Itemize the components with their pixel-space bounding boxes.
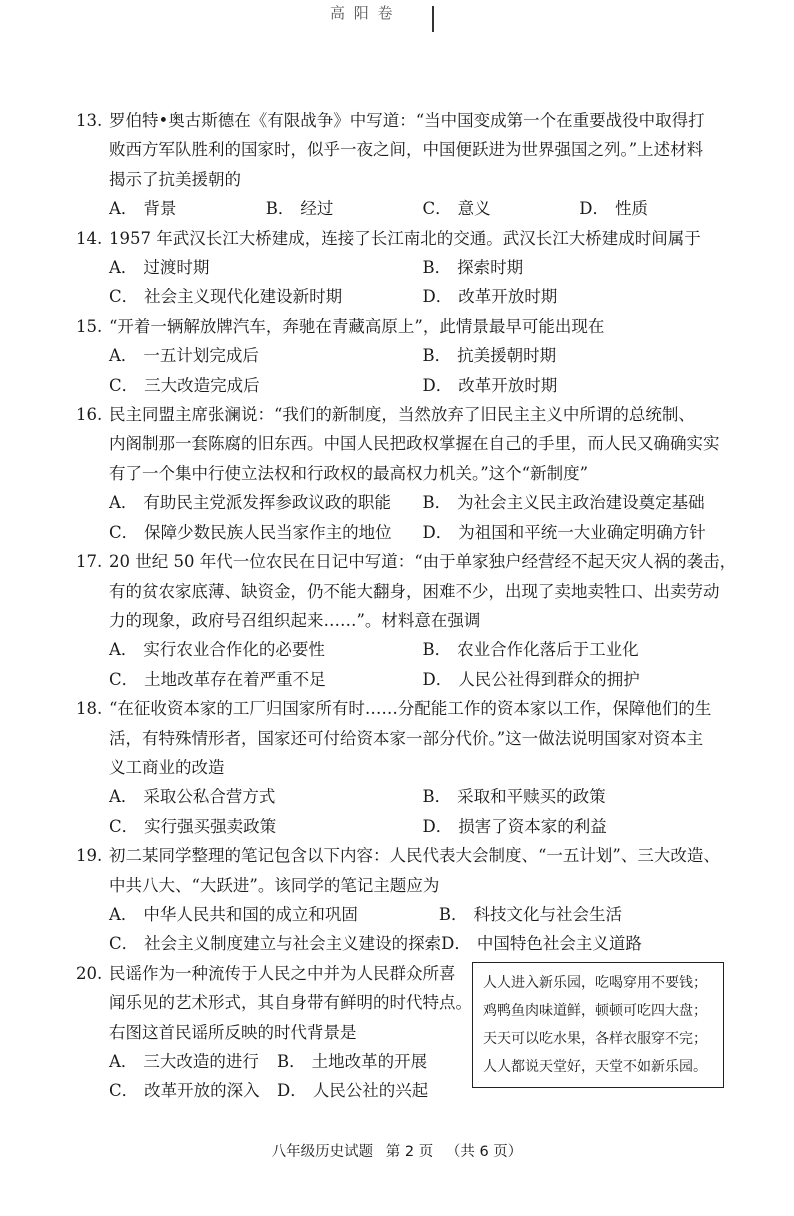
question-stem-line [76, 577, 736, 606]
option-d[interactable] [423, 371, 737, 400]
question-list [76, 106, 736, 1106]
option-label: B． [422, 258, 452, 278]
option-c[interactable] [109, 371, 423, 400]
option-text: 三大改造完成后 [144, 375, 260, 395]
option-label: B． [277, 1052, 306, 1071]
option-text: 实行强买强卖政策 [144, 816, 277, 836]
option-text: 有助民主党派发挥参政议政的职能 [143, 493, 391, 513]
option-text: 采取公私合营方式 [143, 787, 276, 807]
question-20-text [76, 959, 472, 1106]
option-d[interactable] [277, 1076, 445, 1105]
option-text: 三大改造的进行 [143, 1052, 259, 1071]
question-stem-line [76, 959, 456, 988]
option-label: B． [422, 787, 452, 807]
footer-title: 八年级历史试题 [271, 1144, 374, 1160]
question-number: 18. [76, 699, 103, 719]
option-label: A． [109, 1052, 138, 1071]
option-label: D． [277, 1081, 307, 1101]
option-text: 经过 [300, 199, 334, 219]
option-label: C． [109, 816, 139, 836]
folk-rhyme-box [472, 962, 724, 1088]
option-text: 改革开放的深入 [144, 1081, 260, 1101]
stem-text: 活，有特殊情形者，国家还可付给资本家一部分代价。”这一做法说明国家对资本主 [109, 728, 704, 748]
question-number: 19. [76, 846, 103, 866]
option-text: 中国特色社会主义道路 [476, 934, 642, 954]
option-a[interactable] [109, 782, 423, 811]
option-label: B． [438, 904, 468, 924]
question-17 [76, 547, 736, 694]
header-smudge: 高 阳 卷 [330, 4, 395, 20]
question-14 [76, 224, 736, 312]
option-label: C． [109, 669, 139, 689]
option-d[interactable] [441, 929, 736, 958]
footer-total-pages: （共 6 页） [445, 1144, 523, 1160]
option-text: 农业合作化落后于工业化 [457, 640, 639, 660]
stem-text: 初二某同学整理的笔记包含以下内容：人民代表大会制度、“一五计划”、三大改造、 [109, 846, 720, 866]
option-label: B． [265, 199, 295, 219]
stem-text: “在征收资本家的工厂归国家所有时……分配能工作的资本家以工作，保障他们的生 [109, 699, 712, 719]
question-stem-line [76, 165, 736, 194]
header-mark [432, 6, 438, 32]
option-text: 保障少数民族人民当家作主的地位 [144, 522, 392, 542]
option-a[interactable] [109, 194, 266, 223]
question-18 [76, 694, 736, 841]
stem-text: “开着一辆解放牌汽车，奔驰在青藏高原上”，此情景最早可能出现在 [109, 316, 605, 336]
option-d[interactable] [423, 518, 737, 547]
question-stem-line [76, 871, 736, 900]
option-text: 土地改革的开展 [311, 1052, 428, 1071]
option-label: A． [109, 199, 138, 219]
question-16 [76, 400, 736, 547]
stem-text: 揭示了抗美援朝的 [109, 169, 241, 189]
option-label: A． [109, 493, 138, 513]
stem-text: 1957 年武汉长江大桥建成，连接了长江南北的交通。武汉长江大桥建成时间属于 [109, 228, 701, 248]
question-stem-line [76, 429, 736, 458]
option-d[interactable] [423, 282, 737, 311]
option-row [76, 371, 736, 400]
stem-text: 民谣作为一种流传于人民之中并为人民群众所喜 [109, 963, 456, 983]
option-a[interactable] [109, 253, 423, 282]
question-stem-line [76, 606, 736, 635]
option-row [76, 194, 736, 223]
option-text: 社会主义现代化建设新时期 [144, 287, 343, 307]
question-stem-line [76, 547, 736, 576]
option-label: D． [579, 199, 609, 219]
question-number: 20. [76, 963, 103, 983]
option-label: A． [109, 640, 138, 660]
option-text: 人民公社得到群众的拥护 [458, 669, 640, 689]
option-text: 采取和平赎买的政策 [457, 787, 606, 807]
question-number: 14. [76, 228, 103, 248]
option-b[interactable] [423, 253, 737, 282]
option-label: B． [422, 346, 452, 366]
option-row [76, 665, 736, 694]
option-text: 性质 [614, 199, 648, 219]
option-row [76, 929, 736, 958]
option-text: 改革开放时期 [458, 375, 558, 395]
rhyme-line: 鸡鸭鱼肉味道鲜，顿顿可吃四大盘； [483, 1002, 707, 1019]
question-number: 13. [76, 111, 103, 130]
option-c[interactable] [109, 518, 423, 547]
option-d[interactable] [579, 194, 736, 223]
option-text: 背景 [143, 199, 177, 219]
option-a[interactable] [109, 635, 423, 664]
stem-text: 右图这首民谣所反映的时代背景是 [109, 1022, 357, 1042]
option-text: 社会主义制度建立与社会主义建设的探索 [144, 934, 442, 954]
option-c[interactable] [109, 282, 423, 311]
question-stem-line [76, 400, 736, 429]
option-text: 过渡时期 [143, 258, 210, 278]
option-row [76, 488, 736, 517]
option-b[interactable] [439, 900, 736, 929]
question-stem-line [76, 724, 736, 753]
rhyme-line: 天天可以吃水果，各样衣服穿不完； [483, 1030, 707, 1047]
option-text: 实行农业合作化的必要性 [143, 640, 325, 660]
option-row [76, 1076, 456, 1105]
option-text: 土地改革存在着严重不足 [144, 669, 326, 689]
option-row [76, 782, 736, 811]
stem-text: 义工商业的改造 [109, 757, 225, 777]
stem-text: 闻乐见的艺术形式，其自身带有鲜明的时代特点。 [109, 993, 472, 1013]
question-stem-line [76, 988, 472, 1017]
stem-text: 败西方军队胜利的国家时，似乎一夜之间，中国便跃进为世界强国之列。”上述材料 [109, 140, 704, 160]
option-b[interactable] [423, 488, 737, 517]
option-label: C． [109, 934, 139, 954]
option-a[interactable] [109, 900, 439, 929]
question-stem-line [76, 224, 736, 253]
option-label: D． [422, 669, 453, 689]
option-b[interactable] [423, 635, 737, 664]
question-stem-line [76, 694, 736, 723]
option-label: A． [109, 258, 138, 278]
stem-text: 有了一个集中行使立法权和行政权的最高权力机关。”这个“新制度” [109, 463, 589, 483]
option-label: D． [422, 522, 453, 542]
option-label: C． [109, 1081, 139, 1101]
option-label: C． [109, 522, 139, 542]
question-stem-line [76, 753, 736, 782]
stem-text: 20 世纪 50 年代一位农民在日记中写道：“由于单家独户经营经不起天灾人祸的袭击， [109, 552, 737, 572]
option-label: C． [109, 287, 139, 307]
option-row [76, 900, 736, 929]
option-c[interactable] [109, 665, 423, 694]
stem-text: 内阁制那一套陈腐的旧东西。中国人民把政权掌握在自己的手里，而人民又确确实实 [109, 434, 720, 454]
option-row [76, 635, 736, 664]
option-d[interactable] [423, 665, 737, 694]
question-20 [76, 959, 736, 1106]
option-row [76, 1047, 456, 1076]
option-label: A． [109, 904, 138, 924]
option-b[interactable] [423, 782, 737, 811]
option-text: 科技文化与社会生活 [473, 904, 622, 924]
option-row [76, 518, 736, 547]
option-text: 损害了资本家的利益 [458, 816, 607, 836]
option-label: D． [441, 934, 471, 954]
option-text: 为祖国和平统一大业确定明确方针 [458, 522, 706, 542]
option-text: 探索时期 [457, 258, 524, 278]
question-stem-line [76, 841, 736, 870]
option-label: D． [422, 816, 453, 836]
question-stem-line [76, 459, 736, 488]
option-text: 为社会主义民主政治建设奠定基础 [457, 493, 705, 513]
rhyme-line: 人人都说天堂好，天堂不如新乐园。 [483, 1058, 707, 1075]
option-text: 人民公社的兴起 [312, 1081, 429, 1101]
option-label: C． [422, 199, 452, 219]
question-number: 16. [76, 405, 103, 425]
option-b[interactable] [423, 341, 737, 370]
option-b[interactable] [277, 1047, 445, 1076]
option-label: B． [422, 493, 452, 513]
footer-page-number: 第 2 页 [385, 1144, 434, 1160]
stem-text: 力的现象，政府号召组织起来……”。材料意在强调 [109, 610, 481, 630]
option-row [76, 341, 736, 370]
stem-text: 中共八大、“大跃进”。该同学的笔记主题应为 [109, 875, 440, 895]
option-c[interactable] [109, 812, 423, 841]
option-row [76, 812, 736, 841]
stem-text: 有的贫农家底薄、缺资金，仍不能大翻身，困难不少，出现了卖地卖牲口、出卖劳动 [109, 581, 720, 601]
option-c[interactable] [423, 194, 580, 223]
option-row [76, 253, 736, 282]
option-text: 改革开放时期 [458, 287, 558, 307]
option-row [76, 282, 736, 311]
question-stem-line [76, 312, 736, 341]
option-a[interactable] [109, 1047, 277, 1076]
question-19 [76, 841, 736, 959]
question-number: 17. [76, 552, 103, 572]
option-text: 一五计划完成后 [143, 346, 259, 366]
question-stem-line [76, 1018, 456, 1047]
option-label: A． [109, 787, 138, 807]
rhyme-line: 人人进入新乐园，吃喝穿用不要钱； [483, 974, 707, 991]
option-label: D． [422, 375, 453, 395]
option-label: D． [422, 287, 453, 307]
option-text: 抗美援朝时期 [457, 346, 557, 366]
option-d[interactable] [423, 812, 737, 841]
stem-text: 罗伯特•奥古斯德在《有限战争》中写道：“当中国变成第一个在重要战役中取得打 [109, 111, 705, 130]
option-label: C． [109, 375, 139, 395]
option-label: B． [422, 640, 452, 660]
option-text: 中华人民共和国的成立和巩固 [143, 904, 358, 924]
option-b[interactable] [266, 194, 423, 223]
option-label: A． [109, 346, 138, 366]
option-c[interactable] [109, 929, 441, 958]
question-stem-line [76, 106, 736, 135]
page-footer [0, 1140, 794, 1161]
question-number: 15. [76, 316, 103, 336]
question-stem-line [76, 135, 736, 164]
stem-text: 民主同盟主席张澜说：“我们的新制度，当然放弃了旧民主主义中所谓的总统制、 [109, 405, 695, 425]
question-15 [76, 312, 736, 400]
question-13 [76, 106, 736, 224]
option-a[interactable] [109, 488, 423, 517]
option-text: 意义 [457, 199, 491, 219]
option-a[interactable] [109, 341, 423, 370]
option-c[interactable] [109, 1076, 277, 1105]
